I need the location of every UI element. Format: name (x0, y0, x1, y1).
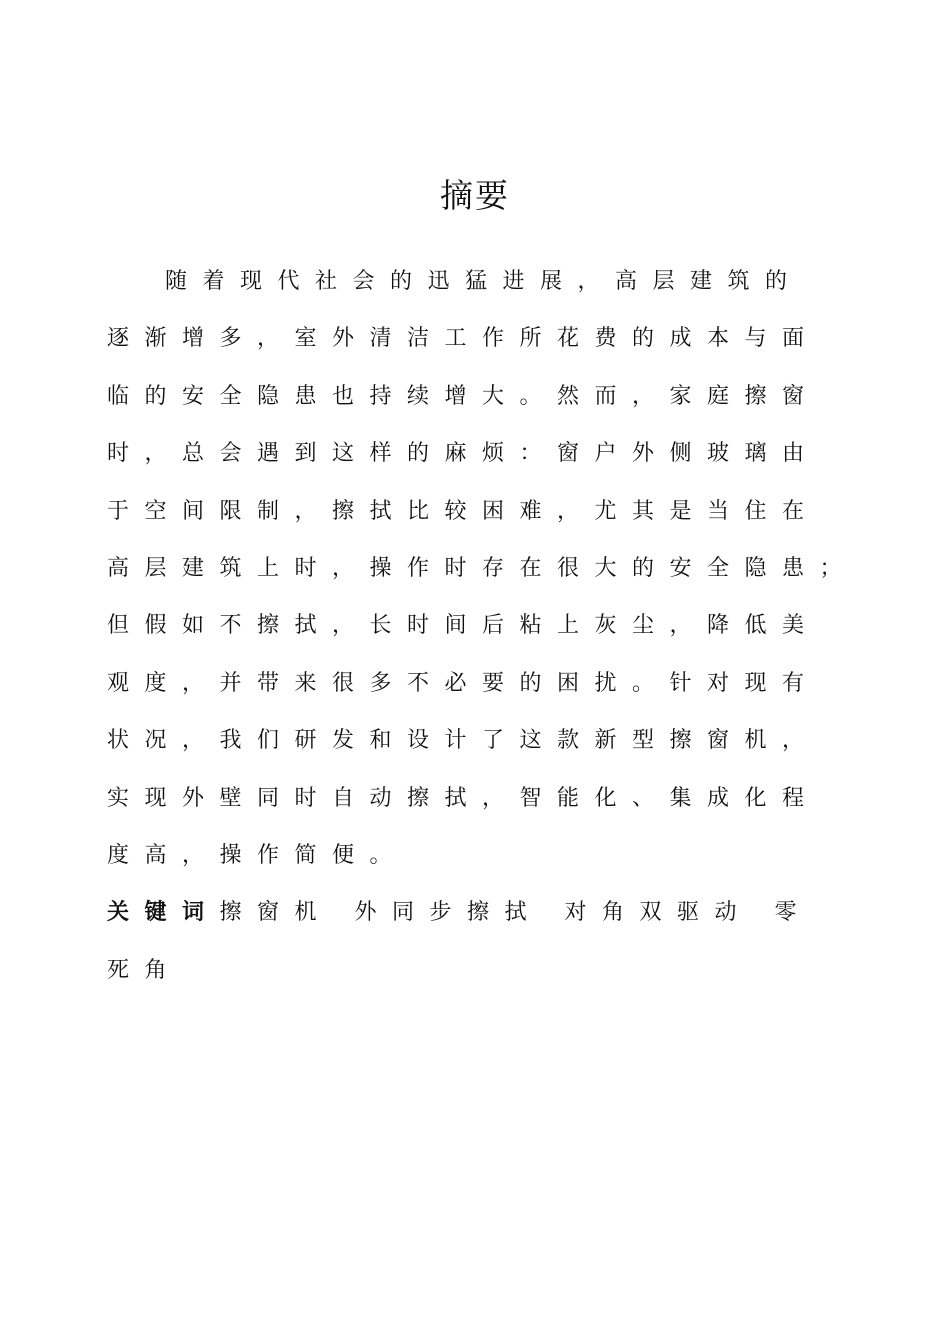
keywords-label: 关键词 (107, 900, 220, 925)
abstract-line: 逐渐增多，室外清洁工作所花费的成本与面 (107, 326, 820, 351)
abstract-line: 时，总会遇到这样的麻烦：窗户外侧玻璃由 (107, 441, 820, 466)
abstract-line: 于空间限制，擦拭比较困难，尤其是当住在 (107, 499, 820, 524)
abstract-line: 度高，操作简便。 (107, 843, 408, 868)
abstract-line: 实现外壁同时自动擦拭，智能化、集成化程 (107, 786, 820, 811)
keywords-values: 擦窗机 外同步擦拭 对角双驱动 零 (219, 900, 812, 925)
keywords-line (107, 893, 812, 933)
abstract-line: 随着现代社会的迅猛进展，高层建筑的 (165, 269, 803, 294)
abstract-line: 但假如不擦拭，长时间后粘上灰尘，降低美 (107, 613, 820, 638)
abstract-line: 高层建筑上时，操作时存在很大的安全隐患； (107, 556, 858, 581)
abstract-line: 状况，我们研发和设计了这款新型擦窗机， (107, 728, 820, 753)
keywords-line-continued: 死角 (107, 958, 183, 983)
abstract-title: 摘要 (440, 176, 510, 215)
abstract-line: 临的安全隐患也持续增大。然而，家庭擦窗 (107, 384, 820, 409)
abstract-line: 观度，并带来很多不必要的困扰。针对现有 (107, 671, 820, 696)
